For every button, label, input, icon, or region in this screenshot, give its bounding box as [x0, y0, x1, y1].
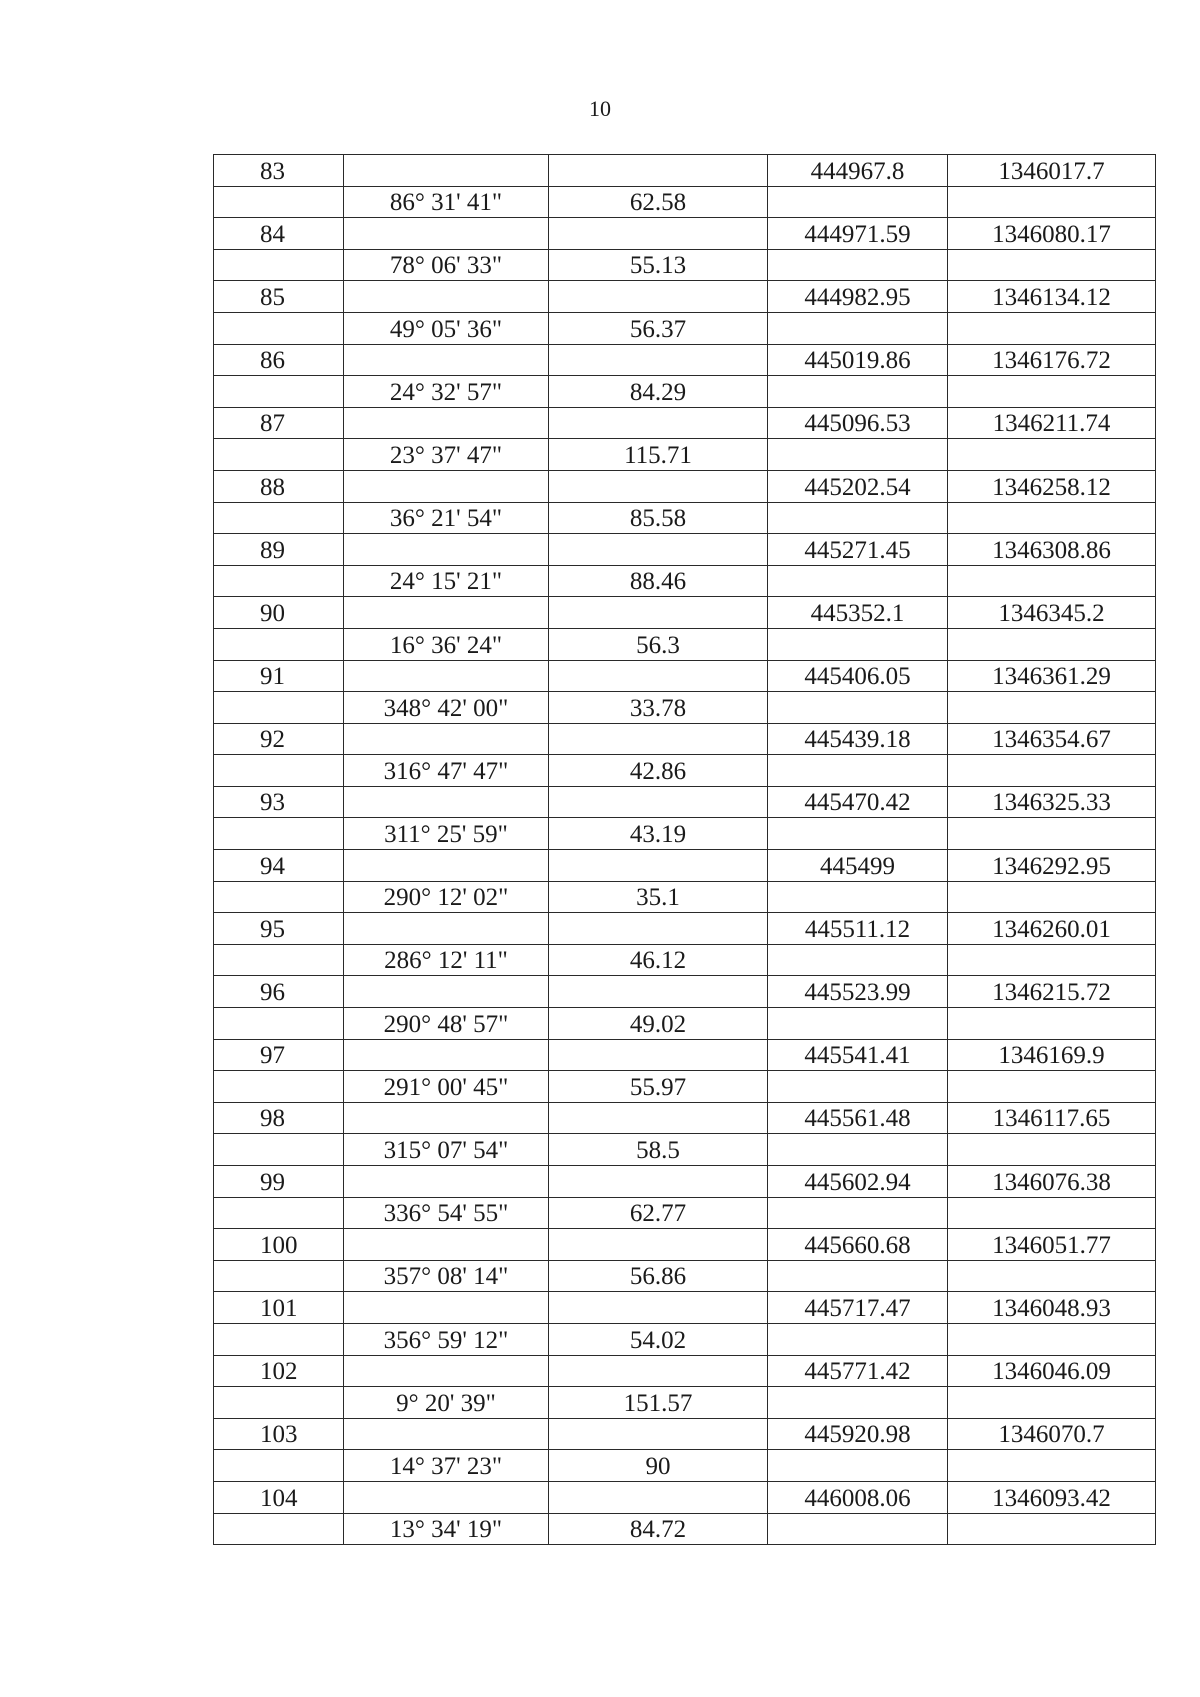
distance-cell	[549, 1481, 768, 1513]
bearing-cell	[344, 407, 549, 439]
point-cell: 94	[214, 850, 344, 882]
bearing-cell	[344, 1102, 549, 1134]
distance-cell	[549, 1292, 768, 1324]
survey-coordinates-table	[213, 154, 1156, 1545]
y-coordinate-cell	[948, 692, 1156, 724]
table-body	[214, 155, 1156, 1545]
distance-cell: 58.5	[549, 1134, 768, 1166]
bearing-cell	[344, 1292, 549, 1324]
point-cell	[214, 376, 344, 408]
distance-cell: 35.1	[549, 881, 768, 913]
y-coordinate-cell: 1346017.7	[948, 155, 1156, 187]
bearing-cell: 24° 32' 57"	[344, 376, 549, 408]
table-row	[214, 1039, 1156, 1071]
x-coordinate-cell: 445771.42	[768, 1355, 948, 1387]
x-coordinate-cell: 445470.42	[768, 786, 948, 818]
y-coordinate-cell	[948, 1513, 1156, 1545]
distance-cell: 62.77	[549, 1197, 768, 1229]
table-row	[214, 1134, 1156, 1166]
y-coordinate-cell: 1346076.38	[948, 1166, 1156, 1198]
point-cell: 102	[214, 1355, 344, 1387]
point-cell	[214, 312, 344, 344]
y-coordinate-cell: 1346176.72	[948, 344, 1156, 376]
x-coordinate-cell	[768, 1513, 948, 1545]
x-coordinate-cell: 444967.8	[768, 155, 948, 187]
table-row	[214, 1071, 1156, 1103]
point-cell	[214, 755, 344, 787]
y-coordinate-cell: 1346258.12	[948, 470, 1156, 502]
x-coordinate-cell	[768, 1450, 948, 1482]
distance-cell	[549, 281, 768, 313]
y-coordinate-cell	[948, 1071, 1156, 1103]
x-coordinate-cell	[768, 439, 948, 471]
y-coordinate-cell	[948, 249, 1156, 281]
x-coordinate-cell: 445523.99	[768, 976, 948, 1008]
distance-cell: 151.57	[549, 1387, 768, 1419]
y-coordinate-cell: 1346134.12	[948, 281, 1156, 313]
bearing-cell: 14° 37' 23"	[344, 1450, 549, 1482]
table-row	[214, 1008, 1156, 1040]
x-coordinate-cell: 445541.41	[768, 1039, 948, 1071]
point-cell: 85	[214, 281, 344, 313]
distance-cell	[549, 1355, 768, 1387]
x-coordinate-cell	[768, 1071, 948, 1103]
bearing-cell	[344, 850, 549, 882]
bearing-cell: 286° 12' 11"	[344, 944, 549, 976]
table-row	[214, 565, 1156, 597]
bearing-cell: 86° 31' 41"	[344, 186, 549, 218]
distance-cell	[549, 534, 768, 566]
page-number: 10	[589, 96, 611, 121]
table-row	[214, 312, 1156, 344]
y-coordinate-cell	[948, 439, 1156, 471]
x-coordinate-cell	[768, 1387, 948, 1419]
bearing-cell	[344, 1229, 549, 1261]
y-coordinate-cell: 1346215.72	[948, 976, 1156, 1008]
distance-cell	[549, 660, 768, 692]
table-row	[214, 281, 1156, 313]
table-row	[214, 1292, 1156, 1324]
bearing-cell	[344, 470, 549, 502]
point-cell: 101	[214, 1292, 344, 1324]
point-cell	[214, 565, 344, 597]
distance-cell	[549, 913, 768, 945]
distance-cell	[549, 218, 768, 250]
table-row	[214, 1481, 1156, 1513]
bearing-cell	[344, 281, 549, 313]
bearing-cell: 291° 00' 45"	[344, 1071, 549, 1103]
bearing-cell: 23° 37' 47"	[344, 439, 549, 471]
x-coordinate-cell: 445660.68	[768, 1229, 948, 1261]
distance-cell	[549, 1102, 768, 1134]
point-cell	[214, 439, 344, 471]
y-coordinate-cell	[948, 1450, 1156, 1482]
y-coordinate-cell: 1346051.77	[948, 1229, 1156, 1261]
x-coordinate-cell: 445019.86	[768, 344, 948, 376]
x-coordinate-cell: 445096.53	[768, 407, 948, 439]
y-coordinate-cell	[948, 818, 1156, 850]
point-cell	[214, 1513, 344, 1545]
distance-cell: 46.12	[549, 944, 768, 976]
table-row	[214, 470, 1156, 502]
x-coordinate-cell: 445439.18	[768, 723, 948, 755]
table-row	[214, 597, 1156, 629]
x-coordinate-cell	[768, 312, 948, 344]
x-coordinate-cell: 445271.45	[768, 534, 948, 566]
point-cell: 83	[214, 155, 344, 187]
table-row	[214, 1166, 1156, 1198]
distance-cell: 84.29	[549, 376, 768, 408]
table-row	[214, 818, 1156, 850]
y-coordinate-cell: 1346080.17	[948, 218, 1156, 250]
y-coordinate-cell	[948, 881, 1156, 913]
bearing-cell	[344, 660, 549, 692]
table-row	[214, 1418, 1156, 1450]
point-cell: 98	[214, 1102, 344, 1134]
x-coordinate-cell	[768, 1260, 948, 1292]
table-row	[214, 1323, 1156, 1355]
bearing-cell	[344, 218, 549, 250]
distance-cell: 62.58	[549, 186, 768, 218]
y-coordinate-cell: 1346117.65	[948, 1102, 1156, 1134]
point-cell: 95	[214, 913, 344, 945]
bearing-cell	[344, 534, 549, 566]
x-coordinate-cell: 445499	[768, 850, 948, 882]
y-coordinate-cell: 1346308.86	[948, 534, 1156, 566]
table-row	[214, 376, 1156, 408]
point-cell: 104	[214, 1481, 344, 1513]
x-coordinate-cell: 445602.94	[768, 1166, 948, 1198]
distance-cell: 88.46	[549, 565, 768, 597]
distance-cell	[549, 407, 768, 439]
y-coordinate-cell	[948, 565, 1156, 597]
distance-cell	[549, 344, 768, 376]
table-row	[214, 1387, 1156, 1419]
bearing-cell: 356° 59' 12"	[344, 1323, 549, 1355]
point-cell	[214, 1323, 344, 1355]
point-cell	[214, 692, 344, 724]
point-cell	[214, 1450, 344, 1482]
distance-cell	[549, 1039, 768, 1071]
distance-cell	[549, 155, 768, 187]
x-coordinate-cell: 445561.48	[768, 1102, 948, 1134]
y-coordinate-cell	[948, 1260, 1156, 1292]
table-row	[214, 249, 1156, 281]
table-row	[214, 786, 1156, 818]
distance-cell	[549, 1166, 768, 1198]
distance-cell: 43.19	[549, 818, 768, 850]
point-cell: 89	[214, 534, 344, 566]
point-cell: 97	[214, 1039, 344, 1071]
distance-cell	[549, 1229, 768, 1261]
table-row	[214, 502, 1156, 534]
distance-cell	[549, 723, 768, 755]
table-row	[214, 1513, 1156, 1545]
y-coordinate-cell: 1346046.09	[948, 1355, 1156, 1387]
y-coordinate-cell: 1346093.42	[948, 1481, 1156, 1513]
table-row	[214, 976, 1156, 1008]
x-coordinate-cell	[768, 565, 948, 597]
distance-cell: 55.13	[549, 249, 768, 281]
x-coordinate-cell	[768, 881, 948, 913]
x-coordinate-cell	[768, 502, 948, 534]
bearing-cell: 311° 25' 59"	[344, 818, 549, 850]
table-row	[214, 755, 1156, 787]
bearing-cell: 290° 12' 02"	[344, 881, 549, 913]
bearing-cell: 357° 08' 14"	[344, 1260, 549, 1292]
x-coordinate-cell	[768, 818, 948, 850]
x-coordinate-cell: 446008.06	[768, 1481, 948, 1513]
bearing-cell: 348° 42' 00"	[344, 692, 549, 724]
bearing-cell	[344, 1418, 549, 1450]
x-coordinate-cell: 445717.47	[768, 1292, 948, 1324]
distance-cell: 56.3	[549, 628, 768, 660]
point-cell: 86	[214, 344, 344, 376]
distance-cell: 55.97	[549, 1071, 768, 1103]
table-row	[214, 155, 1156, 187]
point-cell: 91	[214, 660, 344, 692]
y-coordinate-cell	[948, 628, 1156, 660]
distance-cell	[549, 597, 768, 629]
y-coordinate-cell	[948, 312, 1156, 344]
point-cell	[214, 1134, 344, 1166]
x-coordinate-cell	[768, 376, 948, 408]
y-coordinate-cell: 1346325.33	[948, 786, 1156, 818]
bearing-cell: 336° 54' 55"	[344, 1197, 549, 1229]
bearing-cell	[344, 786, 549, 818]
x-coordinate-cell: 445511.12	[768, 913, 948, 945]
point-cell	[214, 1197, 344, 1229]
table-row	[214, 628, 1156, 660]
distance-cell: 49.02	[549, 1008, 768, 1040]
y-coordinate-cell: 1346169.9	[948, 1039, 1156, 1071]
distance-cell: 42.86	[549, 755, 768, 787]
x-coordinate-cell: 445352.1	[768, 597, 948, 629]
y-coordinate-cell	[948, 1323, 1156, 1355]
bearing-cell: 36° 21' 54"	[344, 502, 549, 534]
x-coordinate-cell	[768, 692, 948, 724]
point-cell	[214, 186, 344, 218]
table-row	[214, 881, 1156, 913]
y-coordinate-cell: 1346070.7	[948, 1418, 1156, 1450]
table-row	[214, 944, 1156, 976]
bearing-cell	[344, 1166, 549, 1198]
bearing-cell	[344, 344, 549, 376]
x-coordinate-cell	[768, 628, 948, 660]
point-cell	[214, 1387, 344, 1419]
bearing-cell: 9° 20' 39"	[344, 1387, 549, 1419]
table-row	[214, 850, 1156, 882]
y-coordinate-cell	[948, 1197, 1156, 1229]
table-row	[214, 344, 1156, 376]
bearing-cell: 78° 06' 33"	[344, 249, 549, 281]
x-coordinate-cell	[768, 944, 948, 976]
bearing-cell: 24° 15' 21"	[344, 565, 549, 597]
table-row	[214, 186, 1156, 218]
point-cell: 90	[214, 597, 344, 629]
bearing-cell: 316° 47' 47"	[344, 755, 549, 787]
distance-cell	[549, 786, 768, 818]
point-cell: 84	[214, 218, 344, 250]
y-coordinate-cell: 1346292.95	[948, 850, 1156, 882]
point-cell: 88	[214, 470, 344, 502]
distance-cell: 56.37	[549, 312, 768, 344]
point-cell	[214, 502, 344, 534]
table-row	[214, 1102, 1156, 1134]
y-coordinate-cell: 1346260.01	[948, 913, 1156, 945]
distance-cell	[549, 470, 768, 502]
point-cell: 99	[214, 1166, 344, 1198]
point-cell: 103	[214, 1418, 344, 1450]
y-coordinate-cell: 1346048.93	[948, 1292, 1156, 1324]
x-coordinate-cell	[768, 1197, 948, 1229]
bearing-cell	[344, 1355, 549, 1387]
distance-cell: 90	[549, 1450, 768, 1482]
point-cell	[214, 1008, 344, 1040]
table-row	[214, 913, 1156, 945]
point-cell	[214, 818, 344, 850]
y-coordinate-cell	[948, 944, 1156, 976]
table-row	[214, 534, 1156, 566]
distance-cell: 56.86	[549, 1260, 768, 1292]
bearing-cell	[344, 913, 549, 945]
x-coordinate-cell	[768, 755, 948, 787]
point-cell: 93	[214, 786, 344, 818]
point-cell: 100	[214, 1229, 344, 1261]
distance-cell: 84.72	[549, 1513, 768, 1545]
table-row	[214, 1260, 1156, 1292]
x-coordinate-cell	[768, 186, 948, 218]
bearing-cell	[344, 1481, 549, 1513]
distance-cell	[549, 976, 768, 1008]
x-coordinate-cell: 445202.54	[768, 470, 948, 502]
x-coordinate-cell	[768, 249, 948, 281]
bearing-cell	[344, 597, 549, 629]
point-cell	[214, 1260, 344, 1292]
x-coordinate-cell: 444971.59	[768, 218, 948, 250]
y-coordinate-cell: 1346354.67	[948, 723, 1156, 755]
table-row	[214, 218, 1156, 250]
x-coordinate-cell	[768, 1323, 948, 1355]
bearing-cell	[344, 1039, 549, 1071]
distance-cell: 85.58	[549, 502, 768, 534]
bearing-cell: 13° 34' 19"	[344, 1513, 549, 1545]
table-row	[214, 723, 1156, 755]
point-cell: 92	[214, 723, 344, 755]
y-coordinate-cell	[948, 755, 1156, 787]
table-row	[214, 439, 1156, 471]
y-coordinate-cell	[948, 1008, 1156, 1040]
bearing-cell	[344, 155, 549, 187]
point-cell	[214, 1071, 344, 1103]
y-coordinate-cell	[948, 1387, 1156, 1419]
table-row	[214, 660, 1156, 692]
bearing-cell	[344, 976, 549, 1008]
distance-cell: 33.78	[549, 692, 768, 724]
distance-cell	[549, 850, 768, 882]
y-coordinate-cell: 1346361.29	[948, 660, 1156, 692]
bearing-cell: 315° 07' 54"	[344, 1134, 549, 1166]
x-coordinate-cell: 445920.98	[768, 1418, 948, 1450]
point-cell	[214, 249, 344, 281]
bearing-cell: 16° 36' 24"	[344, 628, 549, 660]
table-row	[214, 692, 1156, 724]
y-coordinate-cell	[948, 502, 1156, 534]
y-coordinate-cell	[948, 186, 1156, 218]
table-row	[214, 1197, 1156, 1229]
x-coordinate-cell: 445406.05	[768, 660, 948, 692]
point-cell: 87	[214, 407, 344, 439]
bearing-cell: 49° 05' 36"	[344, 312, 549, 344]
point-cell	[214, 944, 344, 976]
y-coordinate-cell	[948, 376, 1156, 408]
distance-cell: 54.02	[549, 1323, 768, 1355]
x-coordinate-cell	[768, 1008, 948, 1040]
table-row	[214, 1450, 1156, 1482]
x-coordinate-cell: 444982.95	[768, 281, 948, 313]
bearing-cell	[344, 723, 549, 755]
table-row	[214, 1355, 1156, 1387]
y-coordinate-cell: 1346345.2	[948, 597, 1156, 629]
point-cell: 96	[214, 976, 344, 1008]
distance-cell: 115.71	[549, 439, 768, 471]
distance-cell	[549, 1418, 768, 1450]
point-cell	[214, 628, 344, 660]
bearing-cell: 290° 48' 57"	[344, 1008, 549, 1040]
point-cell	[214, 881, 344, 913]
table-row	[214, 1229, 1156, 1261]
table-row	[214, 407, 1156, 439]
x-coordinate-cell	[768, 1134, 948, 1166]
y-coordinate-cell: 1346211.74	[948, 407, 1156, 439]
y-coordinate-cell	[948, 1134, 1156, 1166]
